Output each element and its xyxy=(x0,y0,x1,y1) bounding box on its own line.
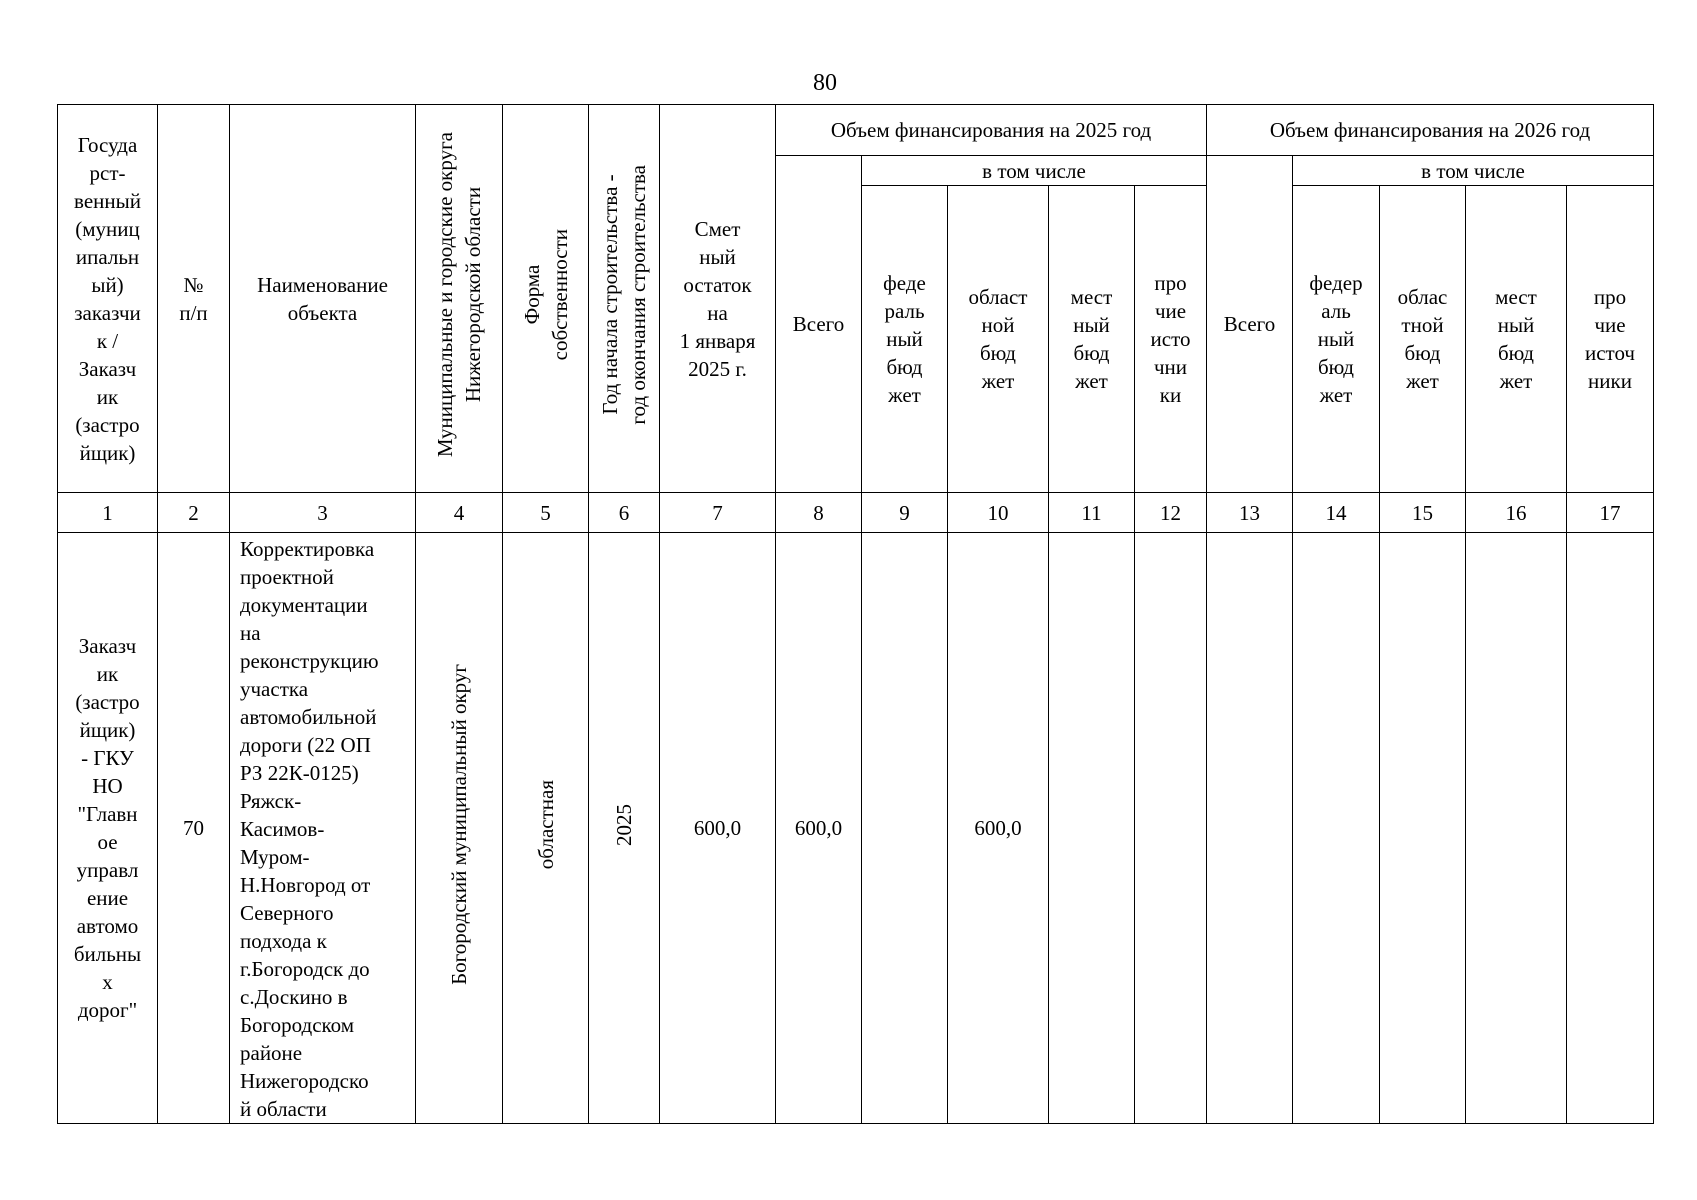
column-number: 17 xyxy=(1567,493,1654,533)
column-number: 4 xyxy=(416,493,503,533)
cell-years xyxy=(589,533,660,1124)
header-regional-2026: облас тной бюд жет xyxy=(1380,186,1466,493)
header-local-2025: мест ный бюд жет xyxy=(1049,186,1135,493)
column-number: 15 xyxy=(1380,493,1466,533)
header-other-2026: про чие источ ники xyxy=(1567,186,1654,493)
column-number: 12 xyxy=(1135,493,1207,533)
cell-regional-2025: 600,0 xyxy=(948,533,1049,1124)
cell-federal-2025 xyxy=(862,533,948,1124)
column-number: 7 xyxy=(660,493,776,533)
cell-ownership-text: областная xyxy=(533,779,558,870)
column-number: 11 xyxy=(1049,493,1135,533)
header-municipality: Муниципальные и городские округа Нижегородской области xyxy=(433,132,485,458)
column-number-row xyxy=(58,493,1654,533)
header-estimate: Смет ный остаток на 1 января 2025 г. xyxy=(660,105,776,493)
column-number: 6 xyxy=(589,493,660,533)
page-number: 80 xyxy=(813,70,837,96)
cell-object-name: Корректировка проектной документации на реконструкцию участка автомобильной дороги (22 ОП РЗ 22К-0125) Ряжск- Касимов- Муром- Н.Новгород от Северного подхода к г.Богородск до с.Доскино в Богородском районе Нижегородско й области xyxy=(230,533,416,1124)
header-total-2025: Всего xyxy=(776,156,862,493)
column-number: 2 xyxy=(158,493,230,533)
cell-years-text: 2025 xyxy=(612,803,636,846)
cell-num: 70 xyxy=(158,533,230,1124)
cell-regional-2026 xyxy=(1380,533,1466,1124)
column-number: 5 xyxy=(503,493,589,533)
header-customer: Госуда рст- венный (муниц ипальн ый) заказчи к / Заказч ик (застро йщик) xyxy=(58,105,158,493)
column-number: 14 xyxy=(1293,493,1380,533)
column-number: 13 xyxy=(1207,493,1293,533)
header-regional-2025: област ной бюд жет xyxy=(948,186,1049,493)
column-number: 3 xyxy=(230,493,416,533)
header-years-cell xyxy=(589,105,660,493)
header-including-2026: в том числе xyxy=(1293,156,1654,186)
header-years: Год начала строительства - год окончания строительства xyxy=(598,165,650,425)
header-object-name: Наименование объекта xyxy=(230,105,416,493)
column-number: 1 xyxy=(58,493,158,533)
column-number: 8 xyxy=(776,493,862,533)
header-funding-2026: Объем финансирования на 2026 год xyxy=(1207,105,1654,156)
header-including-2025: в том числе xyxy=(862,156,1207,186)
header-other-2025: про чие исто чни ки xyxy=(1135,186,1207,493)
cell-local-2025 xyxy=(1049,533,1135,1124)
cell-estimate: 600,0 xyxy=(660,533,776,1124)
cell-other-2026 xyxy=(1567,533,1654,1124)
cell-federal-2026 xyxy=(1293,533,1380,1124)
column-number: 10 xyxy=(948,493,1049,533)
header-total-2026: Всего xyxy=(1207,156,1293,493)
cell-customer: Заказч ик (застро йщик) - ГКУ НО "Главн ое управл ение автомо бильны х дорог" xyxy=(58,533,158,1124)
cell-ownership xyxy=(503,533,589,1124)
header-ownership: Форма собственности xyxy=(519,229,572,361)
header-num: № п/п xyxy=(158,105,230,493)
cell-other-2025 xyxy=(1135,533,1207,1124)
header-ownership-cell xyxy=(503,105,589,493)
header-row-1 xyxy=(58,105,1654,156)
header-federal-2025: феде раль ный бюд жет xyxy=(862,186,948,493)
cell-total-2025: 600,0 xyxy=(776,533,862,1124)
funding-table xyxy=(57,104,1654,1124)
header-federal-2026: федер аль ный бюд жет xyxy=(1293,186,1380,493)
header-municipality-cell xyxy=(416,105,503,493)
column-number: 16 xyxy=(1466,493,1567,533)
header-funding-2025: Объем финансирования на 2025 год xyxy=(776,105,1207,156)
cell-local-2026 xyxy=(1466,533,1567,1124)
table-row xyxy=(58,533,1654,1124)
column-number: 9 xyxy=(862,493,948,533)
cell-total-2026 xyxy=(1207,533,1293,1124)
cell-municipality xyxy=(416,533,503,1124)
header-local-2026: мест ный бюд жет xyxy=(1466,186,1567,493)
cell-municipality-text: Богородский муниципальный округ xyxy=(447,664,471,985)
